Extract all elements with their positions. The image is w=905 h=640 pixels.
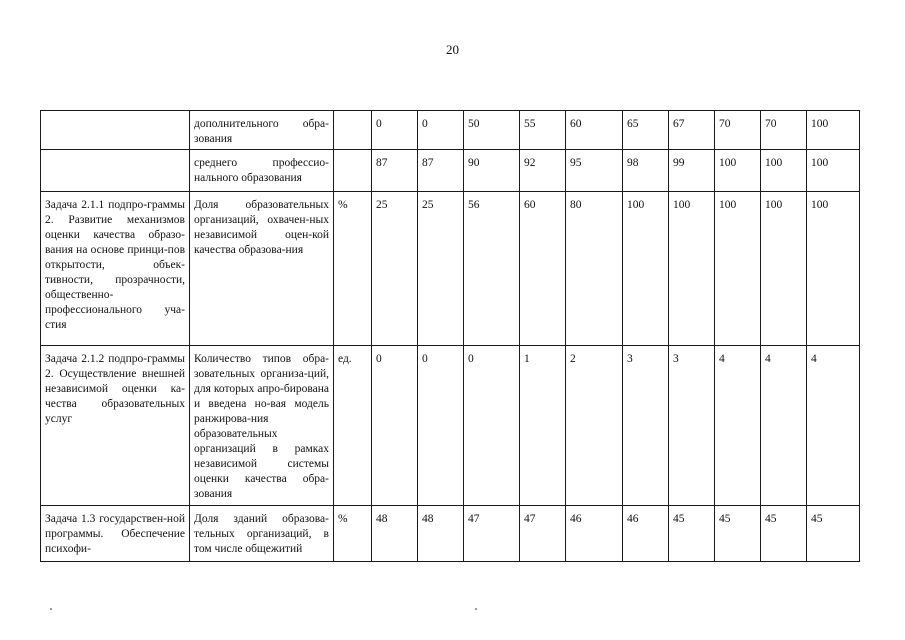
task-cell: Задача 1.3 государствен-ной программы. Обеспечение психофи- <box>41 506 190 562</box>
indicator-cell: среднего профессио-нального образования <box>190 150 334 192</box>
value-cell: 4 <box>807 346 860 506</box>
table-row <box>41 111 860 150</box>
value-cell: 100 <box>669 192 715 346</box>
value-cell: 48 <box>418 506 464 562</box>
unit-cell <box>334 111 372 150</box>
unit-cell: % <box>334 192 372 346</box>
table-row <box>41 346 860 506</box>
unit-cell: % <box>334 506 372 562</box>
value-cell: 100 <box>715 192 761 346</box>
value-cell: 4 <box>715 346 761 506</box>
value-cell: 98 <box>623 150 669 192</box>
value-cell: 25 <box>418 192 464 346</box>
value-cell: 47 <box>520 506 566 562</box>
value-cell: 92 <box>520 150 566 192</box>
table-row <box>41 192 860 346</box>
value-cell: 100 <box>807 111 860 150</box>
value-cell: 90 <box>464 150 520 192</box>
value-cell: 100 <box>715 150 761 192</box>
scan-speck <box>50 608 52 610</box>
value-cell: 45 <box>669 506 715 562</box>
value-cell: 46 <box>566 506 623 562</box>
value-cell: 3 <box>669 346 715 506</box>
value-cell: 100 <box>761 192 807 346</box>
value-cell: 3 <box>623 346 669 506</box>
task-cell <box>41 150 190 192</box>
value-cell: 65 <box>623 111 669 150</box>
value-cell: 60 <box>566 111 623 150</box>
indicator-cell: Количество типов обра-зовательных организа-ций, для которых апро-бирована и введена но-вая модель ранжирова-ния образовательных организаций в рамках независимой системы оценки качества обра-зования <box>190 346 334 506</box>
table-row <box>41 506 860 562</box>
value-cell: 70 <box>761 111 807 150</box>
value-cell: 47 <box>464 506 520 562</box>
value-cell: 45 <box>807 506 860 562</box>
value-cell: 50 <box>464 111 520 150</box>
value-cell: 0 <box>418 111 464 150</box>
value-cell: 45 <box>761 506 807 562</box>
value-cell: 56 <box>464 192 520 346</box>
value-cell: 2 <box>566 346 623 506</box>
task-cell: Задача 2.1.2 подпро-граммы 2. Осуществление внешней независимой оценки ка-чества образовательных услуг <box>41 346 190 506</box>
value-cell: 87 <box>418 150 464 192</box>
table-row <box>41 150 860 192</box>
value-cell: 99 <box>669 150 715 192</box>
value-cell: 46 <box>623 506 669 562</box>
value-cell: 100 <box>761 150 807 192</box>
scan-speck <box>475 608 477 610</box>
value-cell: 48 <box>372 506 418 562</box>
value-cell: 67 <box>669 111 715 150</box>
indicator-cell: дополнительного обра-зования <box>190 111 334 150</box>
value-cell: 0 <box>418 346 464 506</box>
value-cell: 60 <box>520 192 566 346</box>
value-cell: 4 <box>761 346 807 506</box>
value-cell: 55 <box>520 111 566 150</box>
value-cell: 100 <box>807 150 860 192</box>
value-cell: 80 <box>566 192 623 346</box>
page-number: 20 <box>446 42 459 57</box>
value-cell: 0 <box>372 111 418 150</box>
value-cell: 0 <box>464 346 520 506</box>
value-cell: 100 <box>623 192 669 346</box>
value-cell: 70 <box>715 111 761 150</box>
value-cell: 100 <box>807 192 860 346</box>
value-cell: 0 <box>372 346 418 506</box>
value-cell: 45 <box>715 506 761 562</box>
task-cell: Задача 2.1.1 подпро-граммы 2. Развитие механизмов оценки качества образо-вания на основе принци-пов открытости, объек-тивности, прозрачности, общественно-профессионального уча-стия <box>41 192 190 346</box>
unit-cell <box>334 150 372 192</box>
indicator-cell: Доля зданий образова-тельных организаций, в том числе общежитий <box>190 506 334 562</box>
unit-cell: ед. <box>334 346 372 506</box>
task-cell <box>41 111 190 150</box>
value-cell: 95 <box>566 150 623 192</box>
value-cell: 25 <box>372 192 418 346</box>
value-cell: 1 <box>520 346 566 506</box>
indicator-cell: Доля образовательных организаций, охвачен-ных независимой оцен-кой качества образова-ния <box>190 192 334 346</box>
value-cell: 87 <box>372 150 418 192</box>
indicators-table <box>40 110 860 562</box>
